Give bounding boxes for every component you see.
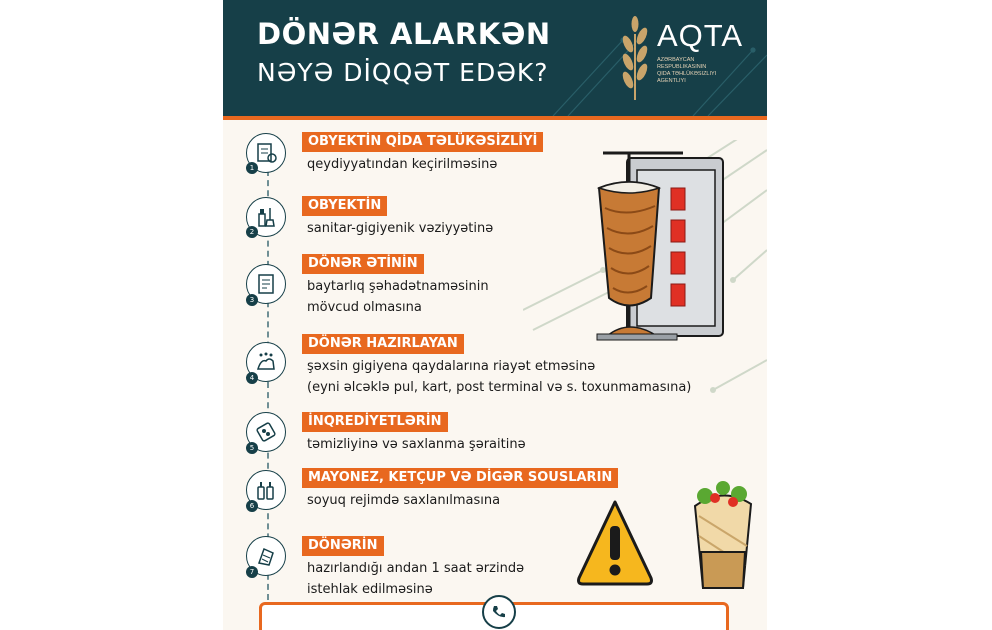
- aqta-logo: [615, 10, 765, 106]
- wheat-icon: [617, 14, 653, 100]
- step-number: 7: [246, 566, 258, 578]
- warning-icon: [575, 496, 655, 588]
- step-description: sanitar-gigiyenik vəziyyətinə: [307, 221, 494, 236]
- step-description: qeydiyyatından keçirilməsinə: [307, 157, 498, 172]
- header-divider: [223, 116, 767, 120]
- step-label: DÖNƏRİN: [302, 536, 384, 556]
- step-label: OBYEKTİN QİDA TƏLÜKƏSİZLİYİ: [302, 132, 543, 152]
- logo-subtitle: AZƏRBAYCAN RESPUBLIKASININ QIDA TƏHLÜKƏSIZLIYI AGENTLIYI: [657, 57, 717, 84]
- step-number: 5: [246, 442, 258, 454]
- step-number: 2: [246, 226, 258, 238]
- step-description: təmizliyinə və saxlanma şəraitinə: [307, 437, 526, 452]
- step-number: 1: [246, 162, 258, 174]
- step-description: hazırlandığı andan 1 saat ərzində istehlak edilməsinə: [307, 561, 525, 597]
- step-label: DÖNƏR HAZIRLAYAN: [302, 334, 464, 354]
- step-label: MAYONEZ, KETÇUP VƏ DİGƏR SOUSLARIN: [302, 468, 618, 488]
- step-number: 3: [246, 294, 258, 306]
- step-description: soyuq rejimdə saxlanılmasına: [307, 493, 501, 508]
- page-subtitle: NƏYƏ DİQQƏT EDƏK?: [257, 58, 549, 87]
- step-number: 4: [246, 372, 258, 384]
- logo-name: AQTA: [657, 18, 744, 53]
- step-description: baytarlıq şəhadətnaməsinin mövcud olmasına: [307, 279, 489, 315]
- phone-icon[interactable]: [482, 595, 516, 629]
- step-label: DÖNƏR ƏTİNİN: [302, 254, 424, 274]
- header-banner: [223, 0, 767, 116]
- poster: [223, 0, 767, 630]
- page-title: DÖNƏR ALARKƏN: [257, 17, 551, 51]
- doner-wrap-illustration: [685, 476, 761, 592]
- step-label: İNQREDİYETLƏRİN: [302, 412, 448, 432]
- step-description: şəxsin gigiyena qaydalarına riayət etməsinə (eyni əlcəklə pul, kart, post terminal və s. toxunmamasına): [307, 359, 692, 395]
- step-label: OBYEKTİN: [302, 196, 387, 216]
- doner-kebab-illustration: [587, 148, 733, 348]
- step-number: 6: [246, 500, 258, 512]
